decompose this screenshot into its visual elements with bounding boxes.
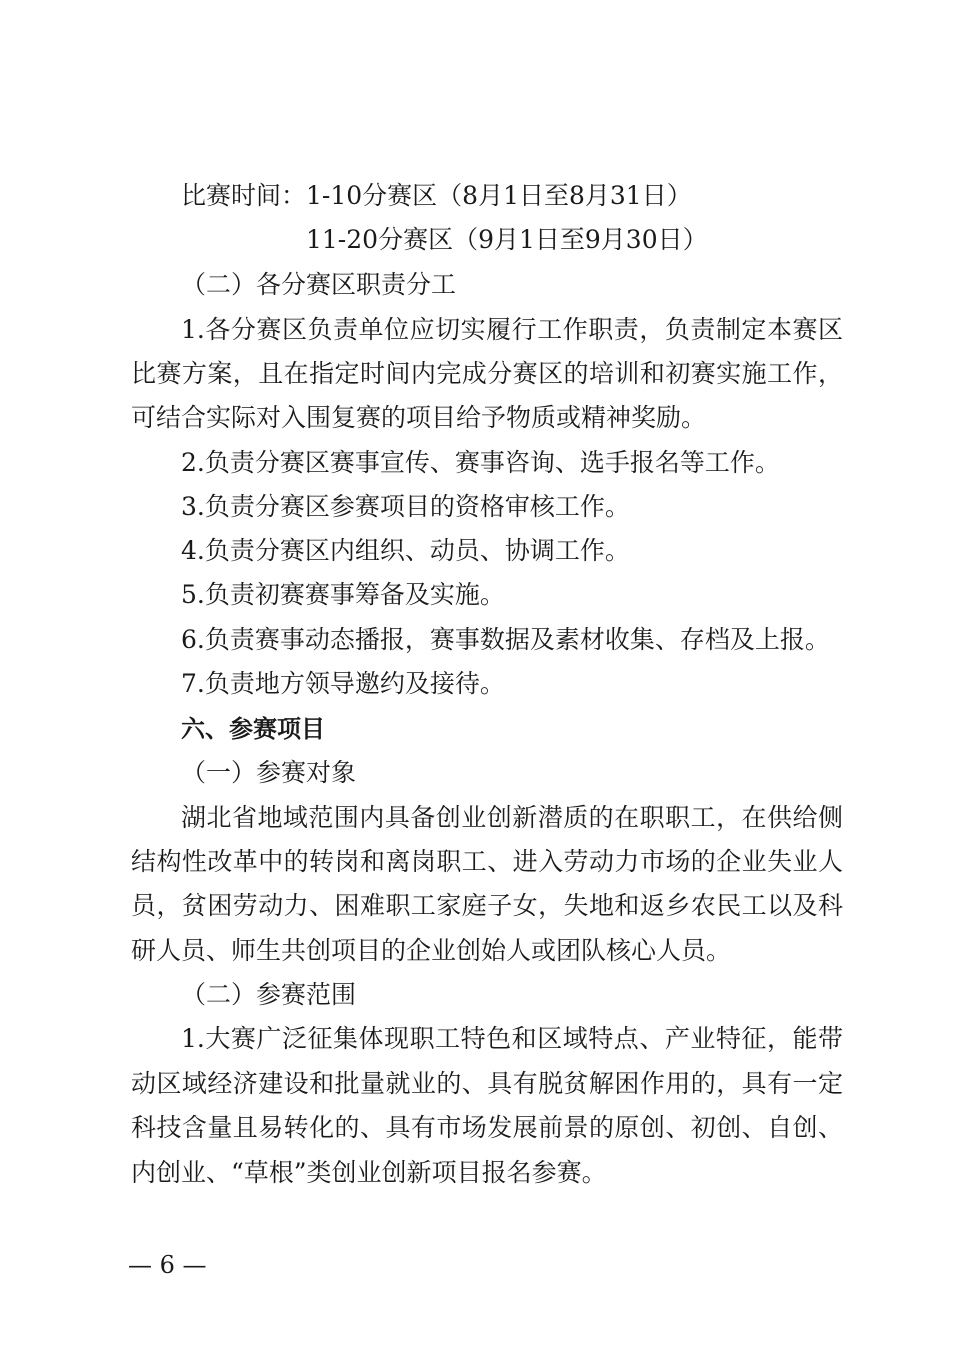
scope-line-1: 1.大赛广泛征集体现职工特色和区域特点、产业特征，能带 (181, 1024, 843, 1053)
duties-item-3: 3.负责分赛区参赛项目的资格审核工作。 (181, 492, 630, 521)
participants-heading: （一）参赛对象 (181, 758, 357, 787)
section-projects-heading: 六、参赛项目 (181, 715, 325, 743)
duties-item-1-line-3: 可结合实际对入围复赛的项目给予物质或精神奖励。 (131, 403, 707, 432)
duties-item-6: 6.负责赛事动态播报，赛事数据及素材收集、存档及上报。 (181, 625, 830, 654)
duties-item-1-line-2: 比赛方案，且在指定时间内完成分赛区的培训和初赛实施工作， (131, 359, 843, 388)
page-number: — 6 — (128, 1251, 207, 1279)
duties-item-2: 2.负责分赛区赛事宣传、赛事咨询、选手报名等工作。 (181, 448, 780, 477)
scope-line-4: 内创业、“草根”类创业创新项目报名参赛。 (131, 1158, 607, 1187)
duties-item-5: 5.负责初赛赛事筹备及实施。 (181, 580, 505, 609)
scope-line-3: 科技含量且易转化的、具有市场发展前景的原创、初创、自创、 (131, 1113, 843, 1142)
section-duties-heading: （二）各分赛区职责分工 (181, 270, 457, 299)
schedule-line-1: 比赛时间：1-10分赛区（8月1日至8月31日） (181, 181, 692, 210)
duties-item-1-line-1: 1.各分赛区负责单位应切实履行工作职责，负责制定本赛区 (181, 315, 843, 344)
participants-line-3: 员，贫困劳动力、困难职工家庭子女，失地和返乡农民工以及科 (131, 891, 843, 920)
duties-item-4: 4.负责分赛区内组织、动员、协调工作。 (181, 536, 630, 565)
scope-line-2: 动区域经济建设和批量就业的、具有脱贫解困作用的，具有一定 (131, 1069, 843, 1098)
participants-line-1: 湖北省地域范围内具备创业创新潜质的在职职工，在供给侧 (181, 803, 843, 832)
scope-heading: （二）参赛范围 (181, 980, 357, 1009)
schedule-line-2: 11-20分赛区（9月1日至9月30日） (306, 225, 708, 254)
participants-line-2: 结构性改革中的转岗和离岗职工、进入劳动力市场的企业失业人 (131, 847, 843, 876)
duties-item-7: 7.负责地方领导邀约及接待。 (181, 669, 505, 698)
participants-line-4: 研人员、师生共创项目的企业创始人或团队核心人员。 (131, 936, 732, 965)
